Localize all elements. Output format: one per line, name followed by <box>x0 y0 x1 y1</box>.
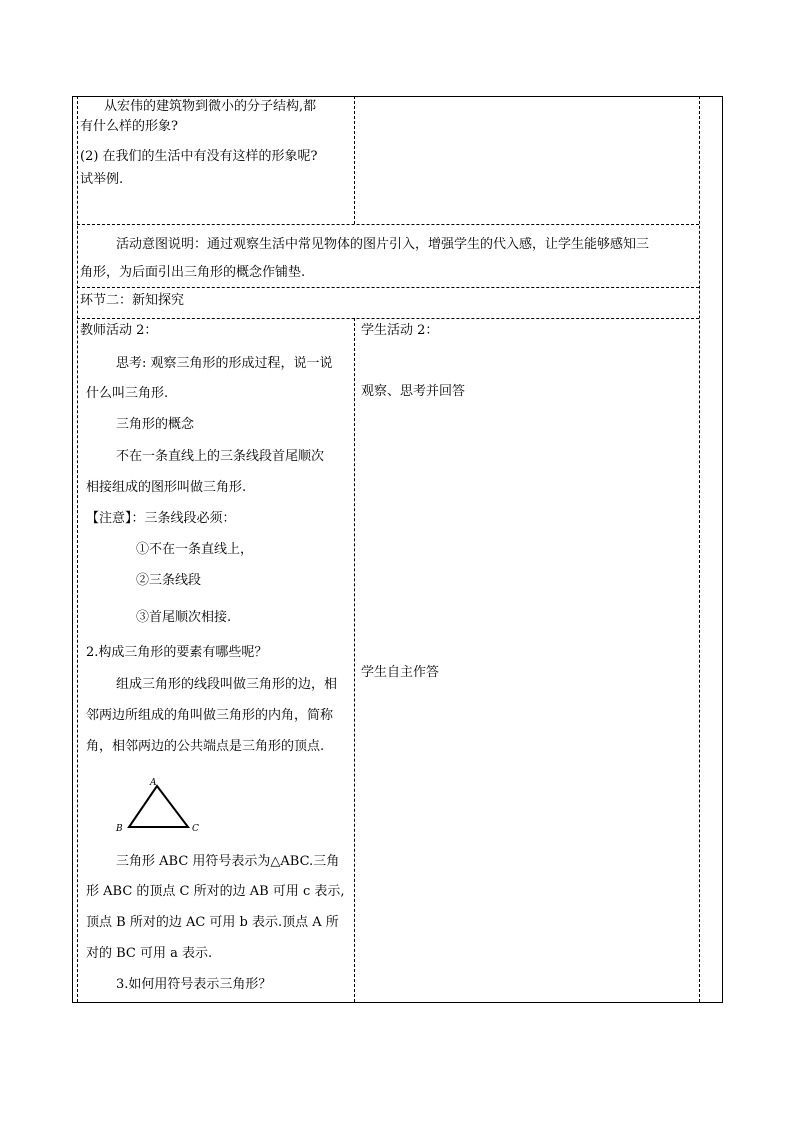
note-item-1: ①不在一条直线上， <box>136 542 254 557</box>
teacher-heading: 教师活动 2： <box>80 323 158 338</box>
elements-line1: 组成三角形的线段叫做三角形的边，相 <box>116 677 338 692</box>
column-divider-bottom <box>354 318 355 1002</box>
intent-line1: 活动意图说明：通过观察生活中常见物体的图片引入，增强学生的代入感，让学生能够感知三 <box>116 237 650 252</box>
section-title: 环节二：新知探究 <box>80 293 185 308</box>
row1-text-line1: 从宏伟的建筑物到微小的分子结构,都 <box>104 99 317 114</box>
note-item-3: ③首尾顺次相接. <box>136 610 232 625</box>
vertex-label-c: C <box>192 824 199 834</box>
row1-question2-line2: 试举例. <box>80 172 124 187</box>
row-rule-2 <box>77 287 699 288</box>
student-answer-1: 观察、思考并回答 <box>361 384 466 399</box>
symbol-line3: 顶点 B 所对的边 AC 可用 b 表示.顶点 A 所 <box>86 915 339 930</box>
column-divider-top <box>354 96 355 224</box>
elements-line3: 角，相邻两边的公共端点是三角形的顶点. <box>86 739 325 754</box>
note-item-2: ②三条线段 <box>136 573 202 588</box>
elements-line2: 邻两边所组成的角叫做三角形的内角，简称 <box>86 708 334 723</box>
triangle-abc-figure <box>110 776 220 836</box>
student-answer-2: 学生自主作答 <box>361 665 440 680</box>
vertex-label-a: A <box>150 778 157 788</box>
symbol-line4: 对的 BC 可用 a 表示. <box>86 946 213 961</box>
think-line2: 什么叫三角形. <box>86 386 169 401</box>
vertex-label-b: B <box>116 824 123 834</box>
inner-left-rule <box>77 96 78 1002</box>
symbol-line1: 三角形 ABC 用符号表示为△ABC.三角 <box>116 854 340 869</box>
question-2: 2.构成三角形的要素有哪些呢？ <box>86 645 268 660</box>
symbol-line2: 形 ABC 的顶点 C 所对的边 AB 可用 c 表示, <box>86 884 345 899</box>
inner-right-rule <box>699 96 700 1002</box>
row1-question2-line1: (2) 在我们的生活中有没有这样的形象呢? <box>80 149 318 164</box>
row-rule-3 <box>77 318 699 319</box>
table-right-border <box>722 96 723 1002</box>
note-heading: 【注意】：三条线段必须： <box>86 511 236 526</box>
concept-title: 三角形的概念 <box>116 417 195 432</box>
row-rule-1 <box>77 224 699 225</box>
table-left-border <box>72 96 73 1002</box>
intent-line2: 角形，为后面引出三角形的概念作铺垫. <box>80 265 306 280</box>
definition-line2: 相接组成的图形叫做三角形. <box>86 480 247 495</box>
triangle-shape <box>129 786 188 827</box>
row1-text-line2: 有什么样的形象? <box>80 119 178 134</box>
think-line1: 思考: 观察三角形的形成过程，说一说 <box>116 356 333 371</box>
table-bottom-border <box>72 1002 723 1003</box>
student-heading: 学生活动 2： <box>361 323 439 338</box>
question-3: 3.如何用符号表示三角形？ <box>116 977 272 992</box>
definition-line1: 不在一条直线上的三条线段首尾顺次 <box>116 449 325 464</box>
